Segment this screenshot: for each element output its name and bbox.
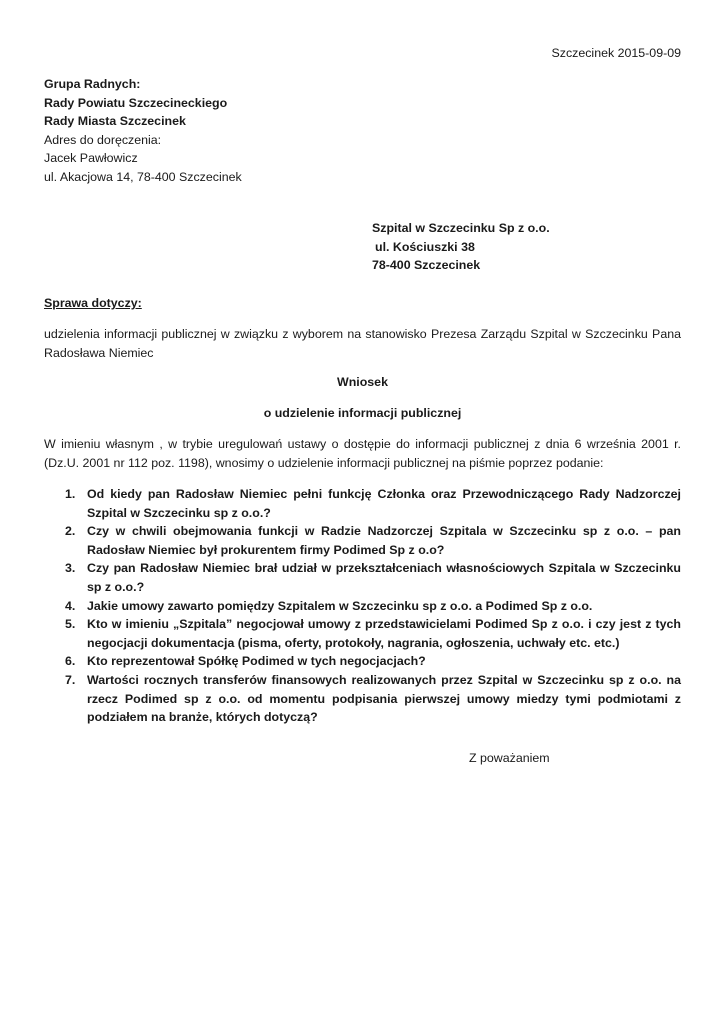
document-title: Wniosek bbox=[337, 375, 388, 389]
sender-city-council: Rady Miasta Szczecinek bbox=[44, 114, 186, 129]
closing-salutation: Z poważaniem bbox=[469, 751, 550, 765]
document-subtitle: o udzielenie informacji publicznej bbox=[263, 406, 462, 420]
sender-person: Jacek Pawłowicz bbox=[44, 151, 138, 166]
list-item bbox=[44, 485, 681, 522]
list-item-text: Kto reprezentował Spółkę Podimed w tych negocjacjach? bbox=[87, 654, 426, 669]
recipient-block bbox=[372, 219, 550, 275]
sender-group: Grupa Radnych: bbox=[44, 77, 141, 91]
list-item-number: 7. bbox=[65, 672, 76, 687]
list-item bbox=[44, 522, 681, 559]
letter-date: Szczecinek 2015-09-09 bbox=[551, 46, 681, 60]
list-item-number: 4. bbox=[65, 598, 76, 613]
list-item-text: Czy pan Radosław Niemiec brał udział w przekształceniach własnościowych Szpitala w Szczecinku sp z o.o.? bbox=[87, 561, 681, 594]
list-item-text: Jakie umowy zawarto pomiędzy Szpitalem w Szczecinku sp z o.o. a Podimed Sp z o.o. bbox=[87, 598, 593, 613]
list-item-text: Kto w imieniu „Szpitala” negocjował umowy z przedstawicielami Podimed Sp z o.o. i czy jest z tych negocjacji dokumentacja (pisma, oferty, protokoły, nagrania, ogłoszenia, uchwały etc. etc.) bbox=[87, 617, 681, 650]
list-item-number: 6. bbox=[65, 654, 76, 669]
list-item-number: 1. bbox=[65, 487, 76, 501]
subject-label: Sprawa dotyczy: bbox=[44, 296, 142, 310]
list-item-text: Od kiedy pan Radosław Niemiec pełni funkcję Członka oraz Przewodniczącego Rady Nadzorczej Szpital w Szczecinku sp z o.o.? bbox=[87, 487, 681, 520]
intro-paragraph: W imieniu własnym , w trybie uregulowań ustawy o dostępie do informacji publicznej z dnia 6 września 2001 r. (Dz.U. 2001 nr 112 poz. 1198), wnosimy o udzielenie informacji publicznej na piśmie poprzez podanie: bbox=[44, 437, 681, 470]
list-item-number: 2. bbox=[65, 524, 76, 539]
sender-delivery-label: Adres do doręczenia: bbox=[44, 132, 162, 147]
sender-address: ul. Akacjowa 14, 78-400 Szczecinek bbox=[44, 169, 242, 184]
list-item bbox=[44, 597, 681, 616]
sender-block bbox=[44, 75, 242, 187]
recipient-street: ul. Kościuszki 38 bbox=[375, 239, 475, 254]
list-item bbox=[44, 671, 681, 727]
list-item-text: Czy w chwili obejmowania funkcji w Radzie Nadzorczej Szpitala w Szczecinku sp z o.o. – pan Radosław Niemiec był prokurentem firmy Podimed Sp z o.o? bbox=[87, 524, 681, 557]
recipient-name: Szpital w Szczecinku Sp z o.o. bbox=[372, 221, 550, 235]
list-item bbox=[44, 652, 681, 671]
list-item bbox=[44, 559, 681, 596]
list-item bbox=[44, 615, 681, 652]
list-item-number: 3. bbox=[65, 561, 76, 576]
questions-list bbox=[44, 485, 681, 727]
list-item-number: 5. bbox=[65, 617, 76, 632]
list-item-text: Wartości rocznych transferów finansowych realizowanych przez Szpital w Szczecinku sp z o.o. na rzecz Podimed sp z o.o. od momentu podpisania pierwszej umowy miedzy tymi podmiotami z podziałem na branże, których dotyczą? bbox=[87, 672, 681, 725]
sender-county-council: Rady Powiatu Szczecineckiego bbox=[44, 95, 228, 110]
subject-text: udzielenia informacji publicznej w związku z wyborem na stanowisko Prezesa Zarządu Szpital w Szczecinku Pana Radosława Niemiec bbox=[44, 327, 681, 360]
recipient-city: 78-400 Szczecinek bbox=[372, 258, 481, 273]
